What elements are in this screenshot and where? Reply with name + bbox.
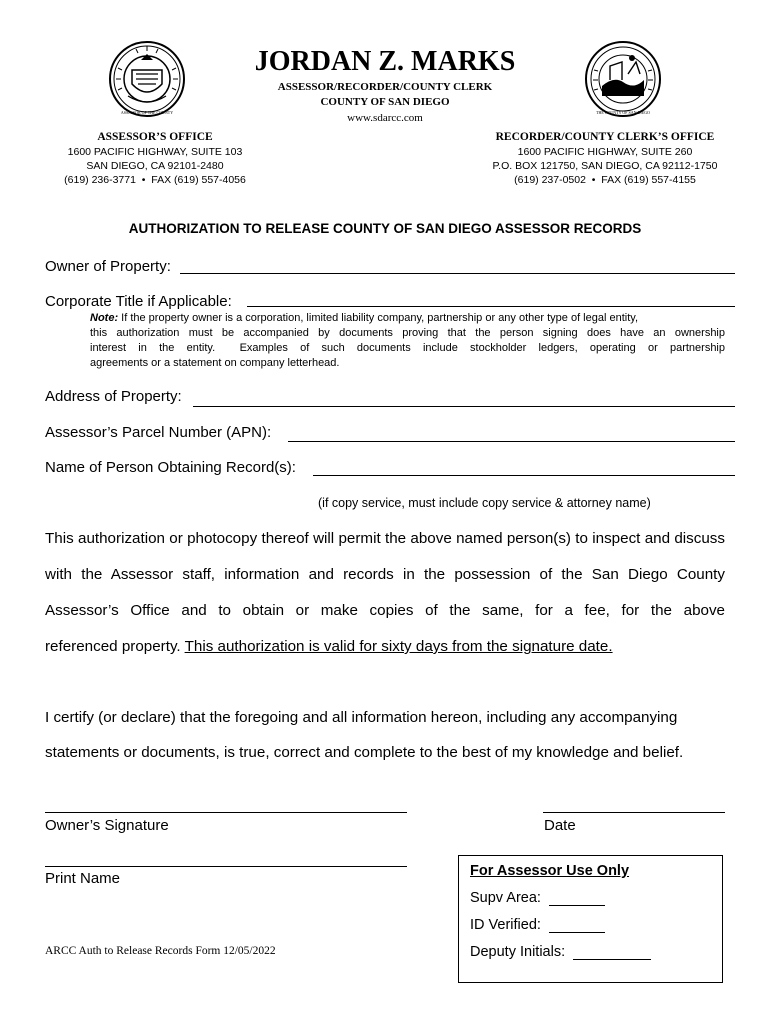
obtaining-field[interactable] — [313, 475, 735, 476]
recorder-office-phone: (619) 237-0502 • FAX (619) 557-4155 — [514, 174, 696, 186]
note-line-1: If the property owner is a corporation, limited liability company, partnership or any other type of legal entity, — [118, 312, 639, 324]
certify-line-1: I certify (or declare) that the foregoing and all information hereon, including any accompanying — [45, 709, 678, 726]
assessor-office-address1: 1600 PACIFIC HIGHWAY, SUITE 103 — [67, 146, 243, 158]
auth-line-3: Assessor’s Office and to obtain or make copies of the same, for a fee, for the above — [45, 602, 725, 619]
note-line-3: interest in the entity. Examples of such documents include stockholder ledgers, operating or partnership — [90, 342, 725, 354]
copy-service-note: (if copy service, must include copy service & attorney name) — [318, 496, 651, 510]
obtaining-label: Name of Person Obtaining Record(s): — [45, 459, 296, 476]
right-seal-text: THE COUNTY OF SAN DIEGO — [596, 110, 650, 115]
corporate-title-field[interactable] — [247, 306, 735, 307]
assessor-office-phone: (619) 236-3771 • FAX (619) 557-4056 — [64, 174, 246, 186]
note-block — [90, 311, 725, 371]
form-footer: ARCC Auth to Release Records Form 12/05/2022 — [45, 945, 276, 957]
signature-label: Owner’s Signature — [45, 817, 169, 834]
owner-label: Owner of Property: — [45, 258, 171, 275]
apn-field[interactable] — [288, 441, 735, 442]
apn-label: Assessor’s Parcel Number (APN): — [45, 424, 272, 441]
print-name-field[interactable] — [45, 866, 407, 867]
signature-field[interactable] — [45, 812, 407, 813]
assessor-office-block — [40, 130, 270, 187]
validity-statement: This authorization is valid for sixty days from the signature date. — [184, 638, 613, 655]
auth-line-1: This authorization or photocopy thereof will permit the above named person(s) to inspect and discuss — [45, 530, 725, 547]
auth-line-2: with the Assessor staff, information and records in the possession of the San Diego County — [45, 566, 725, 583]
assessor-use-title: For Assessor Use Only — [470, 863, 630, 879]
id-verified-field[interactable] — [549, 932, 605, 933]
form-heading: AUTHORIZATION TO RELEASE COUNTY OF SAN DIEGO ASSESSOR RECORDS — [128, 221, 642, 236]
auth-line-4 — [45, 638, 613, 656]
corporate-title-label: Corporate Title if Applicable: — [45, 293, 232, 310]
county-name: COUNTY OF SAN DIEGO — [320, 96, 450, 108]
recorder-office-address1: 1600 PACIFIC HIGHWAY, SUITE 260 — [517, 146, 693, 158]
recorder-office-title: RECORDER/COUNTY CLERK’S OFFICE — [495, 131, 715, 143]
deputy-initials-label: Deputy Initials: — [470, 944, 566, 960]
supv-area-field[interactable] — [549, 905, 605, 906]
date-label: Date — [544, 817, 576, 834]
address-label: Address of Property: — [45, 388, 182, 405]
owner-field[interactable] — [180, 273, 735, 274]
certify-line-2: statements or documents, is true, correct and complete to the best of my knowledge and belief. — [45, 744, 684, 761]
note-line-2: this authorization must be accompanied by documents proving that the person signing does have an ownership — [90, 327, 725, 339]
assessor-title: ASSESSOR/RECORDER/COUNTY CLERK — [277, 81, 493, 93]
auth-line-4-start: referenced property. — [45, 638, 185, 655]
deputy-initials-field[interactable] — [573, 959, 651, 960]
left-seal-text: ASSESSOR OF THE COUNTY — [120, 110, 174, 115]
print-name-label: Print Name — [45, 870, 121, 887]
assessor-seal-logo — [108, 40, 186, 118]
county-seal-logo — [584, 40, 662, 118]
supv-area-label: Supv Area: — [470, 890, 541, 906]
address-field[interactable] — [193, 406, 735, 407]
id-verified-label: ID Verified: — [470, 917, 541, 933]
recorder-office-block — [470, 130, 740, 187]
assessor-name: JORDAN Z. MARKS — [254, 46, 516, 77]
recorder-office-address2: P.O. BOX 121750, SAN DIEGO, CA 92112-1750 — [492, 160, 718, 172]
assessor-office-address2: SAN DIEGO, CA 92101-2480 — [86, 160, 224, 172]
date-field[interactable] — [543, 812, 725, 813]
note-line-4: agreements or a statement on company letterhead. — [90, 357, 340, 369]
website-link[interactable]: www.sdarcc.com — [347, 112, 423, 124]
assessor-office-title: ASSESSOR’S OFFICE — [97, 131, 213, 143]
note-label: Note: — [90, 312, 119, 324]
assessor-use-box — [458, 855, 723, 983]
